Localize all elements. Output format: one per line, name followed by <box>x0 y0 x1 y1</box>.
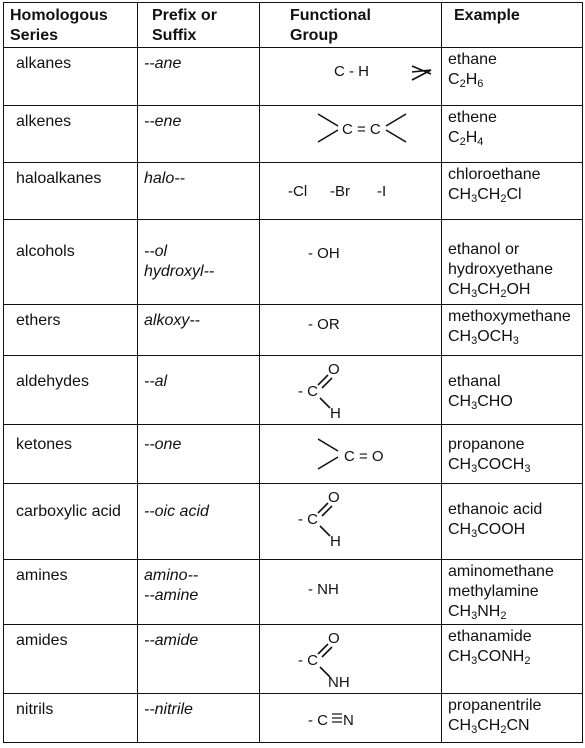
prefix-cell <box>138 220 260 305</box>
prefix-cell <box>138 694 260 743</box>
prefix-cell <box>138 559 260 625</box>
group-text: O <box>328 488 340 506</box>
prefix-text: alkoxy-- <box>144 312 201 330</box>
alkene-group-structure <box>260 106 442 163</box>
series-name: amines <box>4 559 138 625</box>
example-formula: $CH_3CONH_2$ <box>448 648 531 668</box>
ketone-group-structure <box>260 425 442 483</box>
example-formula: $CH_3COOH$ <box>448 520 526 540</box>
functional-group-cell <box>260 559 442 625</box>
table-row <box>4 163 583 220</box>
series-name: nitrils <box>4 694 138 743</box>
functional-group-cell <box>260 355 442 424</box>
group-text: -Br <box>330 183 350 201</box>
example-name: methylamine <box>448 582 539 600</box>
prefix-cell <box>138 163 260 220</box>
functional-group-cell <box>260 48 442 106</box>
table-row <box>4 424 583 483</box>
carboxyl-group-structure <box>260 484 442 559</box>
group-text: -Cl <box>288 183 308 201</box>
series-name: amides <box>4 625 138 694</box>
table-row <box>4 625 583 694</box>
functional-group-cell <box>260 220 442 305</box>
group-text: C = O <box>344 447 384 465</box>
functional-group-cell <box>260 483 442 559</box>
header-row <box>4 3 583 48</box>
hydroxyl-group-structure <box>260 220 442 304</box>
header-example: Example <box>442 3 583 48</box>
group-text: - C <box>298 652 318 670</box>
prefix-text: --al <box>144 372 168 390</box>
example-formula: $CH_3NH_2$ <box>448 602 507 622</box>
group-text: - OH <box>308 245 340 263</box>
example-cell <box>442 694 583 743</box>
prefix-text: --oic acid <box>144 502 209 520</box>
series-name: alcohols <box>4 220 138 305</box>
example-cell <box>442 48 583 106</box>
halo-group-structure <box>260 163 442 219</box>
header-group: Functional Group <box>260 3 442 48</box>
prefix-text: --one <box>144 435 182 453</box>
series-name: ketones <box>4 424 138 483</box>
example-formula: $CH_3CH_2OH$ <box>448 281 531 301</box>
example-cell <box>442 220 583 305</box>
example-cell <box>442 163 583 220</box>
group-text: C = C <box>342 120 381 138</box>
amide-group-structure <box>260 625 442 693</box>
prefix-text: amino-- <box>144 566 199 584</box>
series-name: alkanes <box>4 48 138 106</box>
example-name: ethanal <box>448 372 501 390</box>
example-name: hydroxyethane <box>448 261 553 279</box>
prefix-cell <box>138 483 260 559</box>
table-row <box>4 220 583 305</box>
group-text: H <box>330 532 341 550</box>
series-name: aldehydes <box>4 355 138 424</box>
table-row <box>4 559 583 625</box>
table-row <box>4 355 583 424</box>
example-cell <box>442 424 583 483</box>
example-name: ethanamide <box>448 628 532 646</box>
prefix-text: --ene <box>144 112 182 130</box>
example-formula: $CH_3CH_2Cl$ <box>448 186 522 206</box>
nitrile-group-structure <box>260 694 442 742</box>
series-name: ethers <box>4 305 138 356</box>
example-formula: $CH_3CH_2CN$ <box>448 717 530 737</box>
example-cell <box>442 355 583 424</box>
homologous-series-table <box>3 2 583 743</box>
functional-group-cell <box>260 105 442 163</box>
group-text: -I <box>377 183 387 201</box>
amine-group-structure <box>260 560 442 625</box>
example-formula: $CH_3CHO$ <box>448 392 513 412</box>
group-text: - NH <box>308 580 339 598</box>
example-name: propanone <box>448 435 525 453</box>
example-cell <box>442 105 583 163</box>
group-text: O <box>328 630 340 648</box>
table-row <box>4 305 583 356</box>
example-formula: $CH_3COCH_3$ <box>448 455 531 475</box>
prefix-text: --nitrile <box>144 701 193 719</box>
table-row <box>4 483 583 559</box>
example-name: methoxymethane <box>448 308 571 326</box>
functional-group-cell <box>260 625 442 694</box>
series-name: alkenes <box>4 105 138 163</box>
table-row <box>4 694 583 743</box>
prefix-text: --ane <box>144 55 182 72</box>
example-cell <box>442 559 583 625</box>
example-name: chloroethane <box>448 166 541 184</box>
functional-group-cell <box>260 305 442 356</box>
example-name: ethane <box>448 51 497 68</box>
example-name: ethanoic acid <box>448 500 543 518</box>
group-text: - C <box>308 712 328 730</box>
group-text: - OR <box>308 316 340 334</box>
example-formula: $C_2H_4$ <box>448 128 484 148</box>
group-text: C - H <box>334 63 369 80</box>
prefix-cell <box>138 305 260 356</box>
functional-group-cell <box>260 424 442 483</box>
prefix-text: --ol <box>144 243 168 261</box>
prefix-text: hydroxyl-- <box>144 263 215 281</box>
functional-group-cell <box>260 163 442 220</box>
aldehyde-group-structure <box>260 356 442 424</box>
example-name: aminomethane <box>448 562 554 580</box>
table-row <box>4 48 583 106</box>
series-name: carboxylic acid <box>4 483 138 559</box>
prefix-cell <box>138 625 260 694</box>
alkane-group-structure <box>260 48 442 105</box>
example-name: propanentrile <box>448 697 542 715</box>
group-text: NH <box>328 674 350 692</box>
group-text: - C <box>298 382 318 400</box>
prefix-cell <box>138 424 260 483</box>
group-text: N <box>343 712 354 730</box>
example-name: ethanol or <box>448 241 520 259</box>
prefix-cell <box>138 48 260 106</box>
example-name: ethene <box>448 108 497 126</box>
header-prefix: Prefix or Suffix <box>138 3 260 48</box>
example-cell <box>442 625 583 694</box>
example-formula: $CH_3OCH_3$ <box>448 328 519 348</box>
series-name: haloalkanes <box>4 163 138 220</box>
header-series: Homologous Series <box>4 3 138 48</box>
prefix-text: --amide <box>144 632 199 650</box>
prefix-text: halo-- <box>144 170 185 188</box>
prefix-text: --amine <box>144 586 199 604</box>
table-row <box>4 105 583 163</box>
example-formula: $C_2H_6$ <box>448 71 484 90</box>
example-cell <box>442 483 583 559</box>
prefix-cell <box>138 355 260 424</box>
group-text: O <box>328 360 340 378</box>
group-text: - C <box>298 510 318 528</box>
prefix-cell <box>138 105 260 163</box>
ether-group-structure <box>260 305 442 355</box>
example-cell <box>442 305 583 356</box>
functional-group-cell <box>260 694 442 743</box>
group-text: H <box>330 404 341 422</box>
